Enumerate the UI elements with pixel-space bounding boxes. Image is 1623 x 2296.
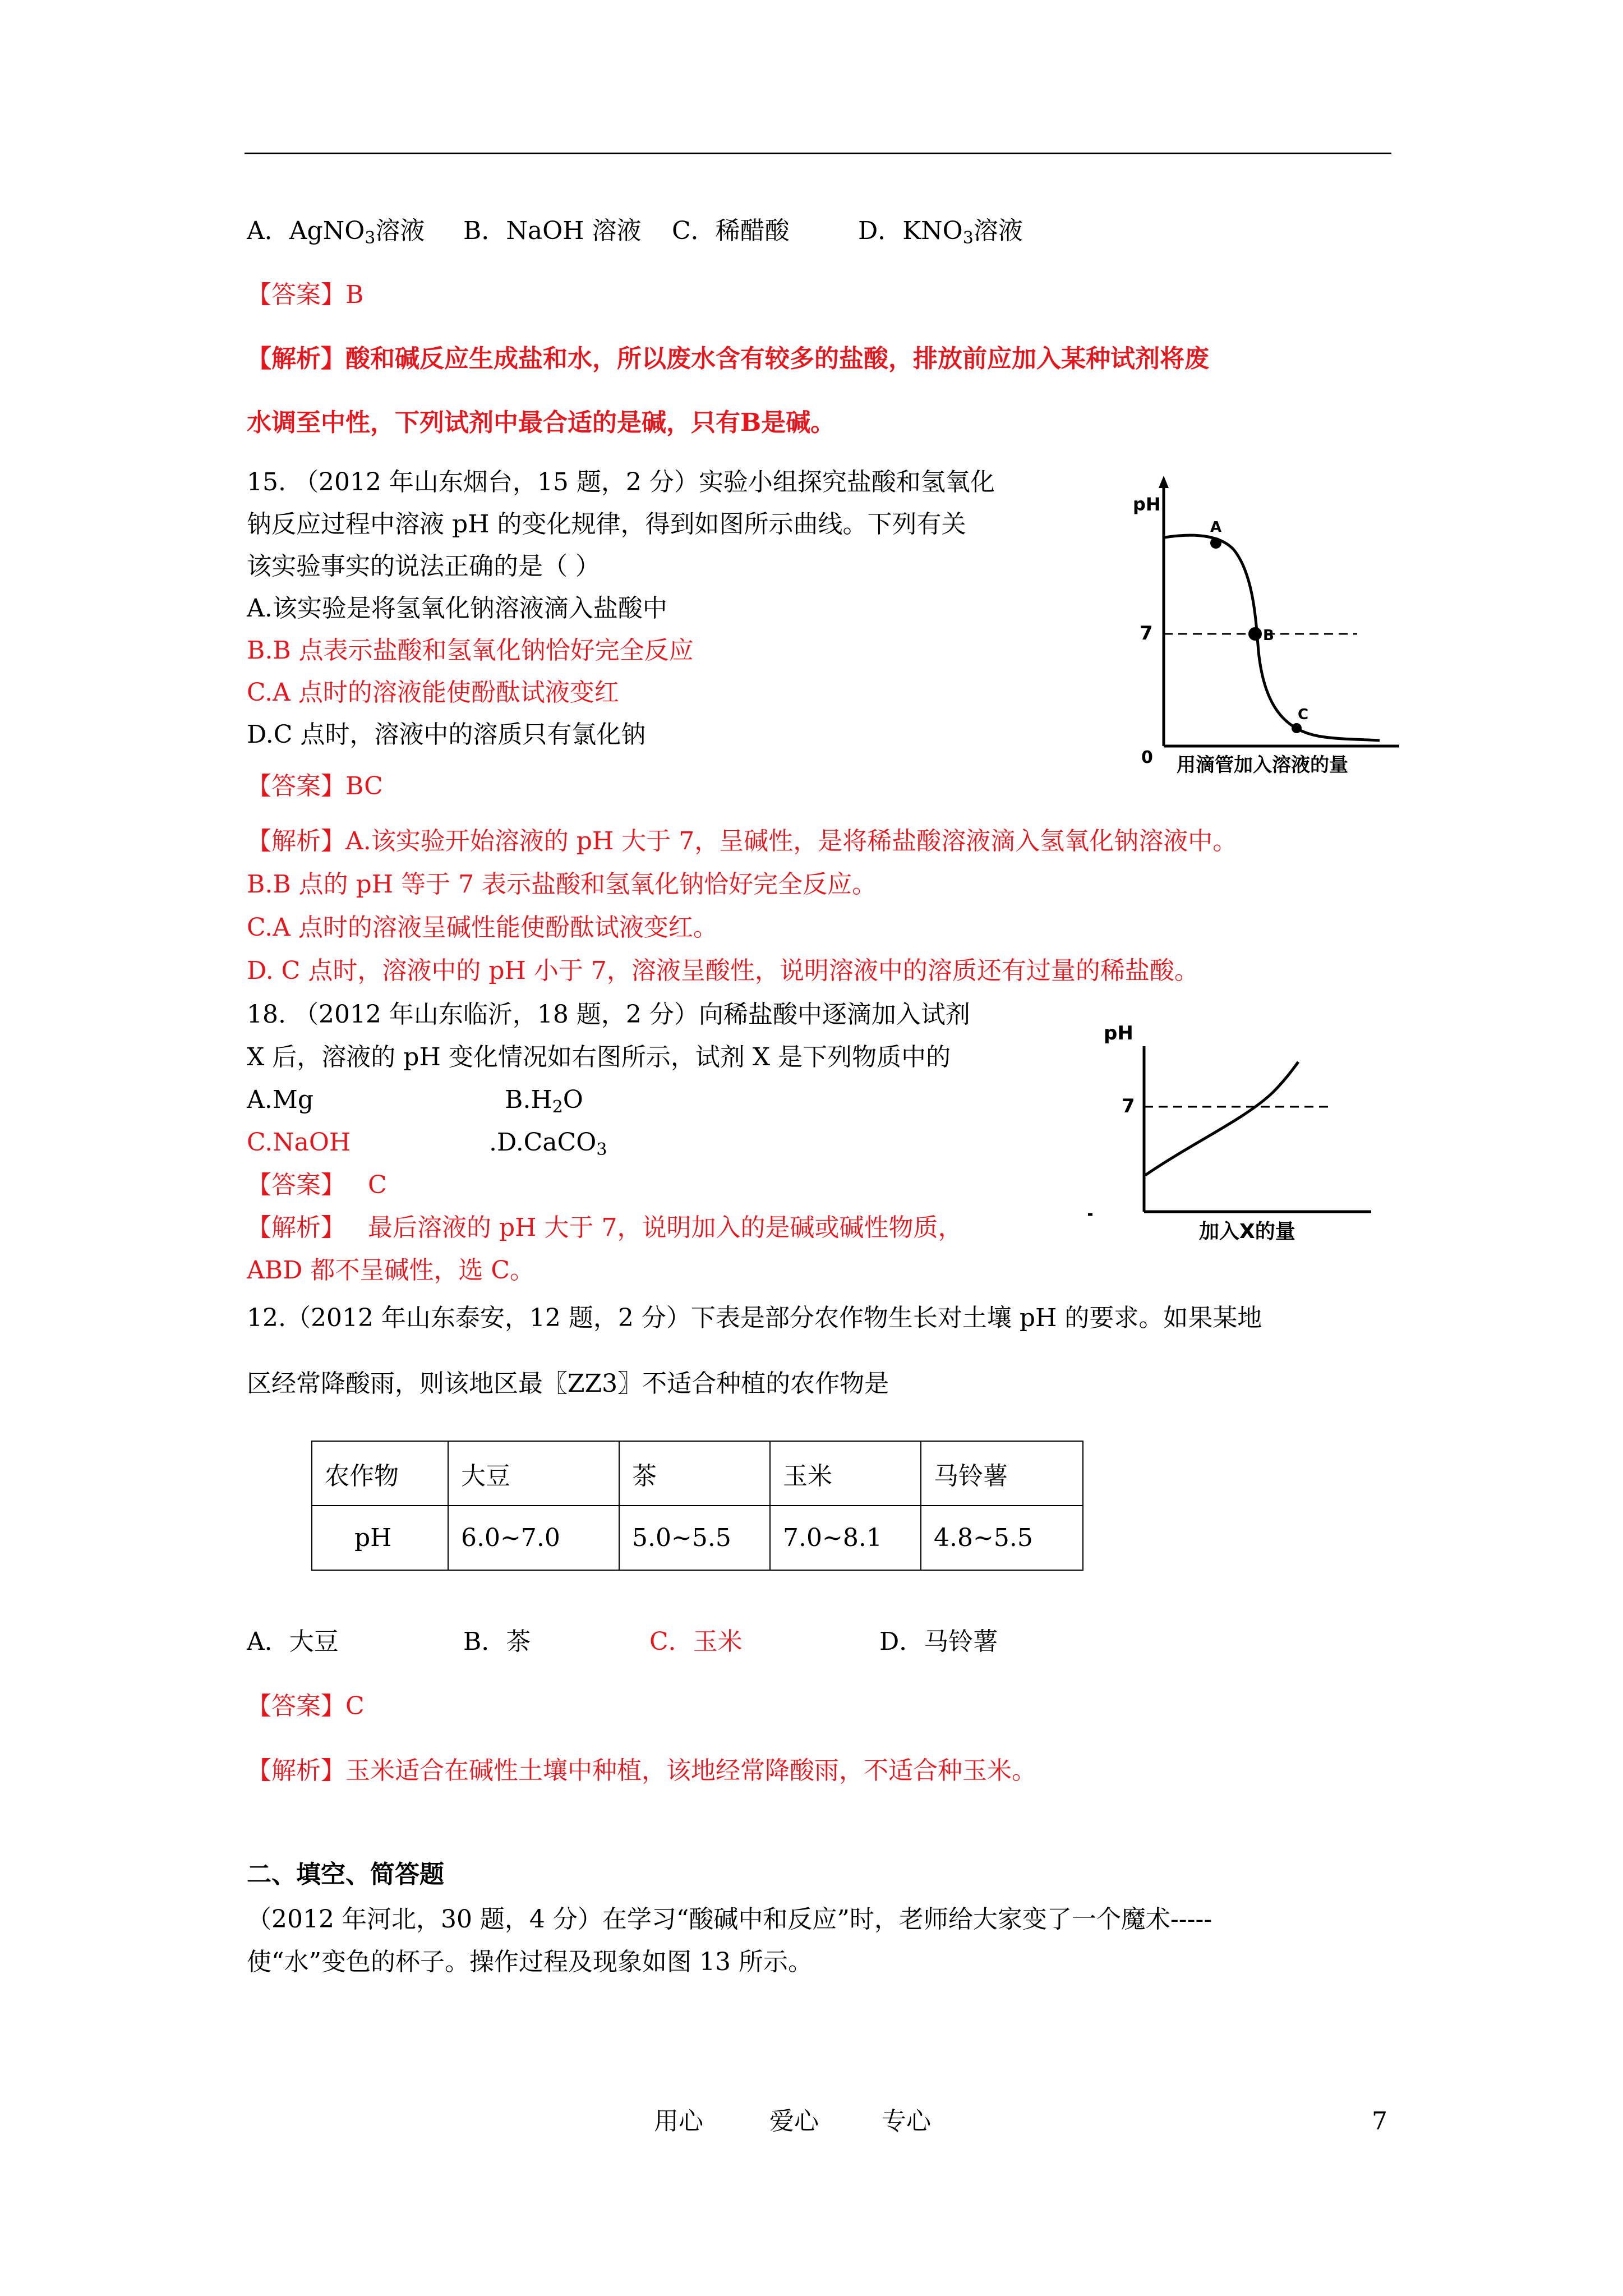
q14-analysis-line-1: 【解析】酸和碱反应生成盐和水，所以废水含有较多的盐酸，排放前应加入某种试剂将废 (247, 344, 1209, 373)
q12-stem-line-2: 区经常降酸雨，则该地区最〖ZZ3〗不适合种植的农作物是 (247, 1369, 889, 1398)
q12-analysis: 【解析】玉米适合在碱性土壤中种植，该地经常降酸雨，不适合种玉米。 (247, 1756, 1036, 1785)
table-cell: pH (312, 1506, 448, 1570)
q18-option-c: C.NaOH (247, 1128, 351, 1157)
table-cell: 6.0~7.0 (448, 1506, 619, 1570)
q18-analysis-line-1: 【解析】 最后溶液的 pH 大于 7，说明加入的是碱或碱性物质， (247, 1213, 963, 1242)
table-row (312, 1441, 1083, 1506)
q14-option-c: C．稀醋酸 (672, 217, 790, 245)
q18-option-b: $B.H_2O$ (505, 1085, 583, 1117)
q18-answer: 【答案】 C (247, 1171, 387, 1199)
q18-option-d: .D.CaCO$_3$ (489, 1128, 607, 1159)
table-cell: 马铃薯 (921, 1441, 1083, 1506)
q12-crop-table (311, 1441, 1083, 1571)
q15-c-label: C (1298, 706, 1309, 723)
q15-analysis-line-2: B.B 点的 pH 等于 7 表示盐酸和氢氧化钠恰好完全反应。 (247, 870, 877, 899)
q14-option-b: B．NaOH 溶液 (463, 217, 642, 245)
table-cell: 茶 (619, 1441, 770, 1506)
q18-analysis-line-2: ABD 都不呈碱性，选 C。 (247, 1256, 535, 1285)
q15-y-label: pH (1133, 494, 1161, 515)
q18-stem-line-1: 18. （2012 年山东临沂，18 题，2 分）向稀盐酸中逐滴加入试剂 (247, 1000, 970, 1029)
q14-option-a: A．AgNO$_3$溶液 (247, 217, 425, 248)
q15-seven-label: 7 (1140, 622, 1153, 645)
q15-zero-label: 0 (1141, 748, 1153, 767)
q15-x-label: 用滴管加入溶液的量 (1177, 754, 1348, 776)
footer-motto-2: 爱心 (769, 2107, 819, 2136)
section2-line-2: 使“水”变色的杯子。操作过程及现象如图 13 所示。 (247, 1948, 813, 1976)
q18-seven-label: 7 (1122, 1095, 1135, 1117)
q15-option-d: D.C 点时，溶液中的溶质只有氯化钠 (247, 720, 646, 749)
q12-stem-line-1: 12.（2012 年山东泰安，12 题，2 分）下表是部分农作物生长对土壤 pH 的要求。如果某地 (247, 1304, 1262, 1332)
table-cell: 5.0~5.5 (619, 1506, 770, 1570)
table-row (312, 1506, 1083, 1570)
q15-point-b (1248, 627, 1262, 641)
q15-option-b: B.B 点表示盐酸和氢氧化钠恰好完全反应 (247, 636, 694, 665)
q15-answer: 【答案】BC (247, 772, 383, 800)
q15-point-c (1292, 723, 1302, 733)
q15-option-c: C.A 点时的溶液能使酚酞试液变红 (247, 678, 619, 707)
q12-option-c: C．玉米 (649, 1627, 743, 1656)
q12-option-a: A．大豆 (247, 1627, 339, 1656)
q18-ph-graph (1088, 1018, 1408, 1248)
section2-line-1: （2012 年河北，30 题，4 分）在学习“酸碱中和反应”时，老师给大家变了一个魔术----- (247, 1905, 1212, 1934)
q12-answer: 【答案】C (247, 1692, 365, 1720)
q15-point-a (1210, 537, 1221, 549)
q15-analysis-line-3: C.A 点时的溶液呈碱性能使酚酞试液变红。 (247, 913, 718, 942)
footer-motto-3: 专心 (882, 2107, 931, 2136)
q14-answer: 【答案】B (247, 280, 364, 309)
table-cell: 4.8~5.5 (921, 1506, 1083, 1570)
q15-option-a: A.该实验是将氢氧化钠溶液滴入盐酸中 (247, 594, 667, 623)
section-heading: 二、填空、简答题 (247, 1860, 444, 1889)
q15-a-label: A (1210, 519, 1222, 536)
table-cell: 7.0~8.1 (770, 1506, 921, 1570)
q15-ph-graph (1088, 466, 1408, 791)
table-cell: 农作物 (312, 1441, 448, 1506)
q15-analysis-line-1: 【解析】A.该实验开始溶液的 pH 大于 7，呈碱性，是将稀盐酸溶液滴入氢氧化钠溶液中。 (247, 827, 1238, 855)
footer-motto-1: 用心 (654, 2107, 703, 2136)
q18-y-label: pH (1104, 1022, 1133, 1045)
page-number: 7 (1372, 2107, 1387, 2136)
q14-option-d: D．$KNO_3$溶液 (858, 217, 1023, 248)
table-cell: 玉米 (770, 1441, 921, 1506)
q15-b-label: B (1263, 627, 1274, 644)
q18-stem-line-2: X 后，溶液的 pH 变化情况如右图所示，试剂 X 是下列物质中的 (247, 1043, 951, 1071)
q15-stem-line-2: 钠反应过程中溶液 pH 的变化规律，得到如图所示曲线。下列有关 (247, 510, 966, 539)
q18-curve (1145, 1062, 1298, 1175)
q15-y-arrow (1159, 476, 1169, 488)
q15-stem-line-1: 15. （2012 年山东烟台，15 题，2 分）实验小组探究盐酸和氢氧化 (247, 468, 995, 496)
header-rule (245, 153, 1391, 154)
q12-option-d: D．马铃薯 (879, 1627, 998, 1656)
table-cell: 大豆 (448, 1441, 619, 1506)
q15-stem-line-3: 该实验事实的说法正确的是（ ） (247, 552, 600, 581)
q18-option-a: A.Mg (247, 1085, 313, 1114)
q15-analysis-line-4: D. C 点时，溶液中的 pH 小于 7，溶液呈酸性，说明溶液中的溶质还有过量的稀盐酸。 (247, 956, 1199, 985)
q12-option-b: B．茶 (463, 1627, 531, 1656)
q18-x-label: 加入X的量 (1199, 1220, 1295, 1243)
q14-analysis-line-2: 水调至中性，下列试剂中最合适的是碱，只有B是碱。 (247, 408, 836, 437)
